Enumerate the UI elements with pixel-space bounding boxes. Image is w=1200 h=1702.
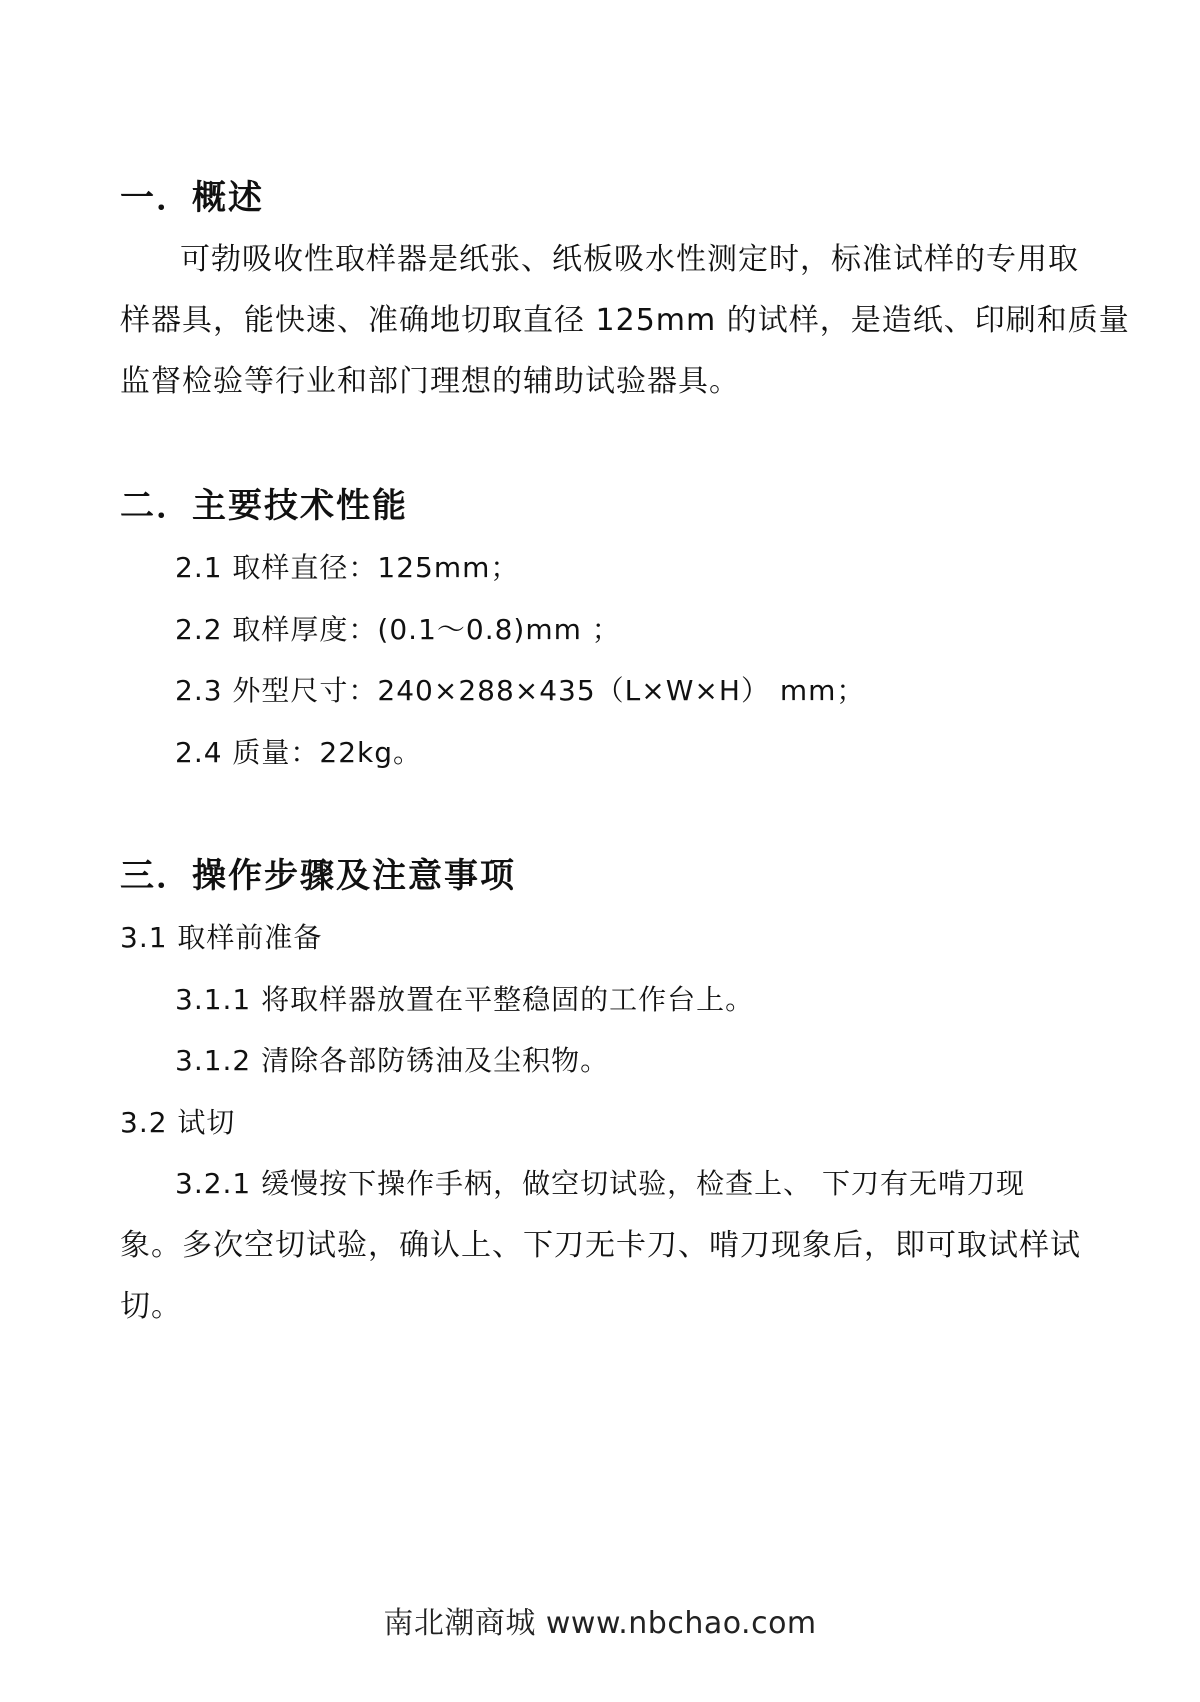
- step-3-2-1-line-2: 象。多次空切试验，确认上、下刀无卡刀、啃刀现象后，即可取试样试: [120, 1228, 1081, 1263]
- section-heading-overview: 一．概述: [120, 178, 264, 218]
- spec-item-diameter: 2.1 取样直径：125mm；: [175, 551, 520, 584]
- step-3-1-2: 3.1.2 清除各部防锈油及尘积物。: [175, 1044, 610, 1077]
- overview-paragraph-line-1: 可勃吸收性取样器是纸张、纸板吸水性测定时，标准试样的专用取: [180, 242, 1079, 277]
- overview-paragraph-line-3: 监督检验等行业和部门理想的辅助试验器具。: [120, 364, 740, 399]
- footer-watermark: 南北潮商城 www.nbchao.com: [383, 1606, 817, 1641]
- spec-item-weight: 2.4 质量：22kg。: [175, 736, 423, 769]
- section-heading-operation: 三．操作步骤及注意事项: [120, 856, 516, 896]
- spec-item-thickness: 2.2 取样厚度：(0.1～0.8)mm ；: [175, 613, 621, 646]
- step-3-1-1: 3.1.1 将取样器放置在平整稳固的工作台上。: [175, 983, 755, 1016]
- step-3-2-1-line-3: 切。: [120, 1289, 182, 1324]
- subsection-heading-3-2: 3.2 试切: [120, 1106, 236, 1139]
- subsection-heading-3-1: 3.1 取样前准备: [120, 921, 323, 954]
- spec-item-dimensions: 2.3 外型尺寸：240×288×435（L×W×H） mm；: [175, 674, 866, 707]
- step-3-2-1-line-1: 3.2.1 缓慢按下操作手柄，做空切试验，检查上、 下刀有无啃刀现: [175, 1167, 1026, 1200]
- section-heading-specs: 二．主要技术性能: [120, 486, 408, 526]
- overview-paragraph-line-2: 样器具，能快速、准确地切取直径 125mm 的试样，是造纸、印刷和质量: [120, 303, 1130, 338]
